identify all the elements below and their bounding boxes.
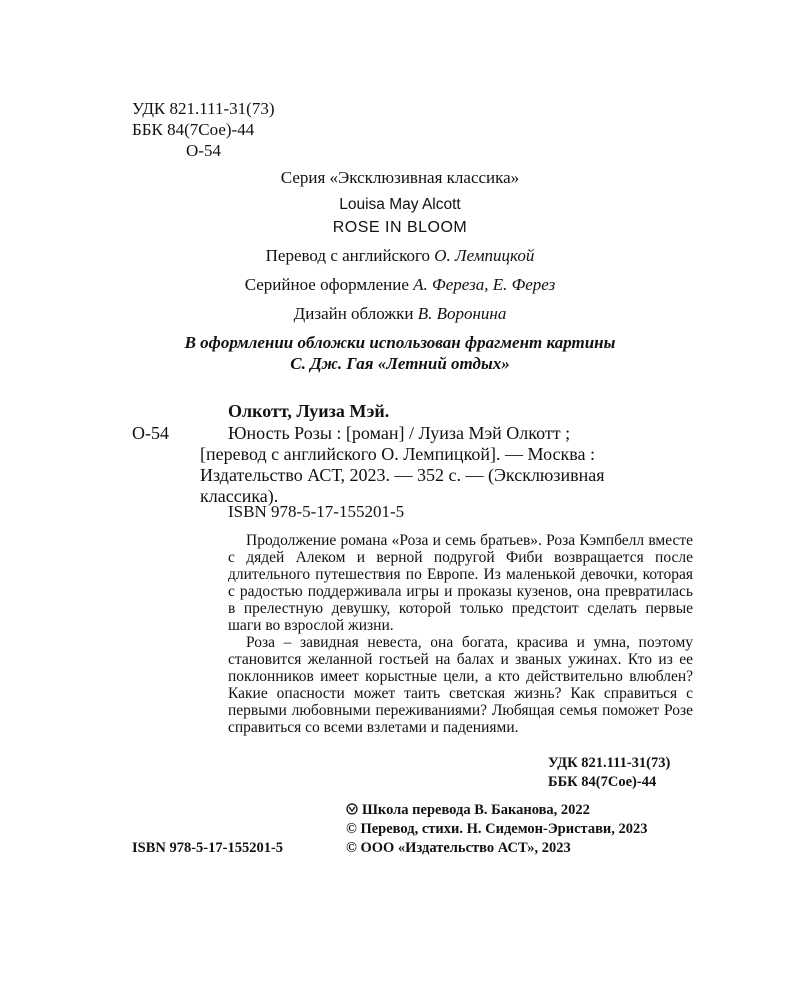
- author-mark: О-54: [186, 141, 221, 160]
- bib-author-mark: О-54: [132, 423, 169, 443]
- bib-author-heading: Олкотт, Луиза Мэй.: [228, 401, 390, 421]
- bottom-bbk-code: ББК 84(7Сое)-44: [548, 774, 657, 790]
- cover-designer: В. Воронина: [417, 304, 507, 323]
- annotation-paragraph-2: Роза – завидная невеста, она богата, красива и умна, поэтому становится желанной гостьей на балах и званых ужинах. Кто из ее поклонников имеет корыстные цели, а кто действительно влюблен? Какие опасности может таить светская жизнь? Как справиться с первыми любовными переживаниями? Любящая семья поможет Розе справиться со всеми взлетами и падениями.: [228, 634, 693, 736]
- bib-line-2: [перевод с английского О. Лемпицкой]. — Москва :: [200, 444, 596, 464]
- bbk-code: ББК 84(7Сое)-44: [132, 120, 255, 139]
- copyright-isbn: ISBN 978-5-17-155201-5: [132, 840, 284, 856]
- cover-painting-line2: С. Дж. Гая «Летний отдых»: [290, 354, 510, 373]
- series-design-label: Серийное оформление: [244, 275, 409, 294]
- cover-design-label: Дизайн обложки: [293, 304, 414, 323]
- copyright-line-2: © Перевод, стихи. Н. Сидемон-Эристави, 2023: [346, 821, 648, 837]
- translation-credit: [0, 246, 800, 266]
- bib-line-4: классика).: [200, 486, 279, 506]
- cover-design-credit: [0, 304, 800, 324]
- series-design-credit: [0, 275, 800, 295]
- copyright-line-1: [346, 802, 590, 819]
- annotation: [228, 532, 693, 736]
- copyright-line-3: © ООО «Издательство АСТ», 2023: [346, 840, 571, 856]
- translator-name: О. Лемпицкой: [434, 246, 535, 265]
- translation-label: Перевод с английского: [265, 246, 431, 265]
- translation-school-icon: [346, 803, 358, 815]
- series-title: Серия «Эксклюзивная классика»: [280, 168, 520, 187]
- bib-line-3: Издательство АСТ, 2023. — 352 с. — (Эксклюзивная: [200, 465, 605, 485]
- copyright-school: Школа перевода В. Баканова, 2022: [362, 802, 590, 818]
- original-author: Louisa May Alcott: [339, 196, 461, 213]
- bib-line-1: Юность Розы : [роман] / Луиза Мэй Олкотт ;: [228, 423, 571, 443]
- udk-code: УДК 821.111-31(73): [132, 99, 275, 118]
- cover-painting-line1: В оформлении обложки использован фрагмент картины: [184, 333, 616, 352]
- annotation-paragraph-1: Продолжение романа «Роза и семь братьев». Роза Кэмпбелл вместе с дядей Алеком и верной подругой Фиби возвращается после длительного путешествия по Европе. Из маленькой девочки, которая с радостью поддерживала игры и проказы кузенов, она превратилась в прелестную девушку, которой только предстоит сделать первые шаги во взрослой жизни.: [228, 532, 693, 634]
- bib-isbn: ISBN 978-5-17-155201-5: [228, 502, 405, 521]
- original-title: ROSE IN BLOOM: [332, 219, 468, 236]
- bottom-udk-code: УДК 821.111-31(73): [548, 755, 671, 771]
- series-designers: А. Фереза, Е. Ферез: [413, 275, 556, 294]
